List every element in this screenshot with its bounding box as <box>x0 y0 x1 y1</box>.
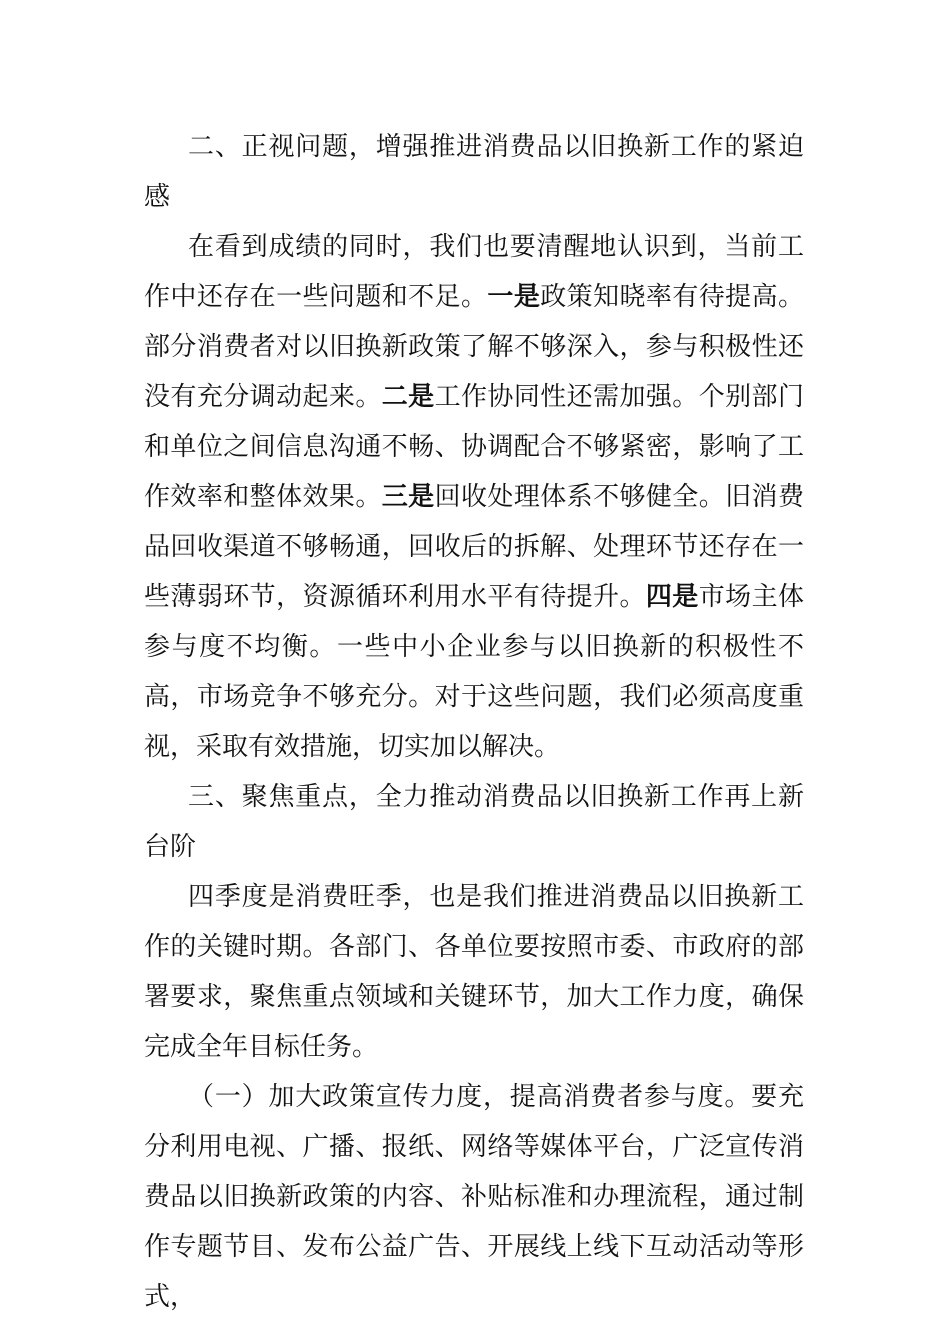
point-label-2: 二是 <box>381 382 435 412</box>
point-label-1: 一是 <box>487 282 541 312</box>
paragraph-text: 回收处理体系不够健全。旧消费品回收渠道不够畅通，回收后的拆解、处理环节还存在一些薄弱环节，资源循环利用水平有待提升。 <box>144 482 804 612</box>
section-heading-2: 二、正视问题，增强推进消费品以旧换新工作的紧迫感 <box>144 132 804 212</box>
paragraph-text: 政策知晓率有待提高。部分消费者对以旧换新政策了解不够深入，参与积极性还没有充分调动起来。 <box>144 282 804 412</box>
paragraph-text: 在看到成绩的同时，我们也要清醒地认识到，当前工作中还存在一些问题和不足。 <box>144 232 804 312</box>
paragraph-problems <box>144 222 804 772</box>
paragraph-policy-promotion: （一）加大政策宣传力度，提高消费者参与度。要充分利用电视、广播、报纸、网络等媒体平台，广泛宣传消费品以旧换新政策的内容、补贴标准和办理流程，通过制作专题节目、发布公益广告、开展线上线下互动活动等形式， <box>144 1082 804 1312</box>
paragraph-fourth-quarter: 四季度是消费旺季，也是我们推进消费品以旧换新工作的关键时期。各部门、各单位要按照市委、市政府的部署要求，聚焦重点领域和关键环节，加大工作力度，确保完成全年目标任务。 <box>144 882 804 1062</box>
section-heading-3: 三、聚焦重点，全力推动消费品以旧换新工作再上新台阶 <box>144 782 804 862</box>
paragraph-text: 市场主体参与度不均衡。一些中小企业参与以旧换新的积极性不高，市场竞争不够充分。对于这些问题，我们必须高度重视，采取有效措施，切实加以解决。 <box>144 582 804 762</box>
paragraph-text: 工作协同性还需加强。个别部门和单位之间信息沟通不畅、协调配合不够紧密，影响了工作效率和整体效果。 <box>144 382 804 512</box>
point-label-3: 三是 <box>381 482 435 512</box>
document-body <box>144 122 804 1322</box>
point-label-4: 四是 <box>645 582 699 612</box>
